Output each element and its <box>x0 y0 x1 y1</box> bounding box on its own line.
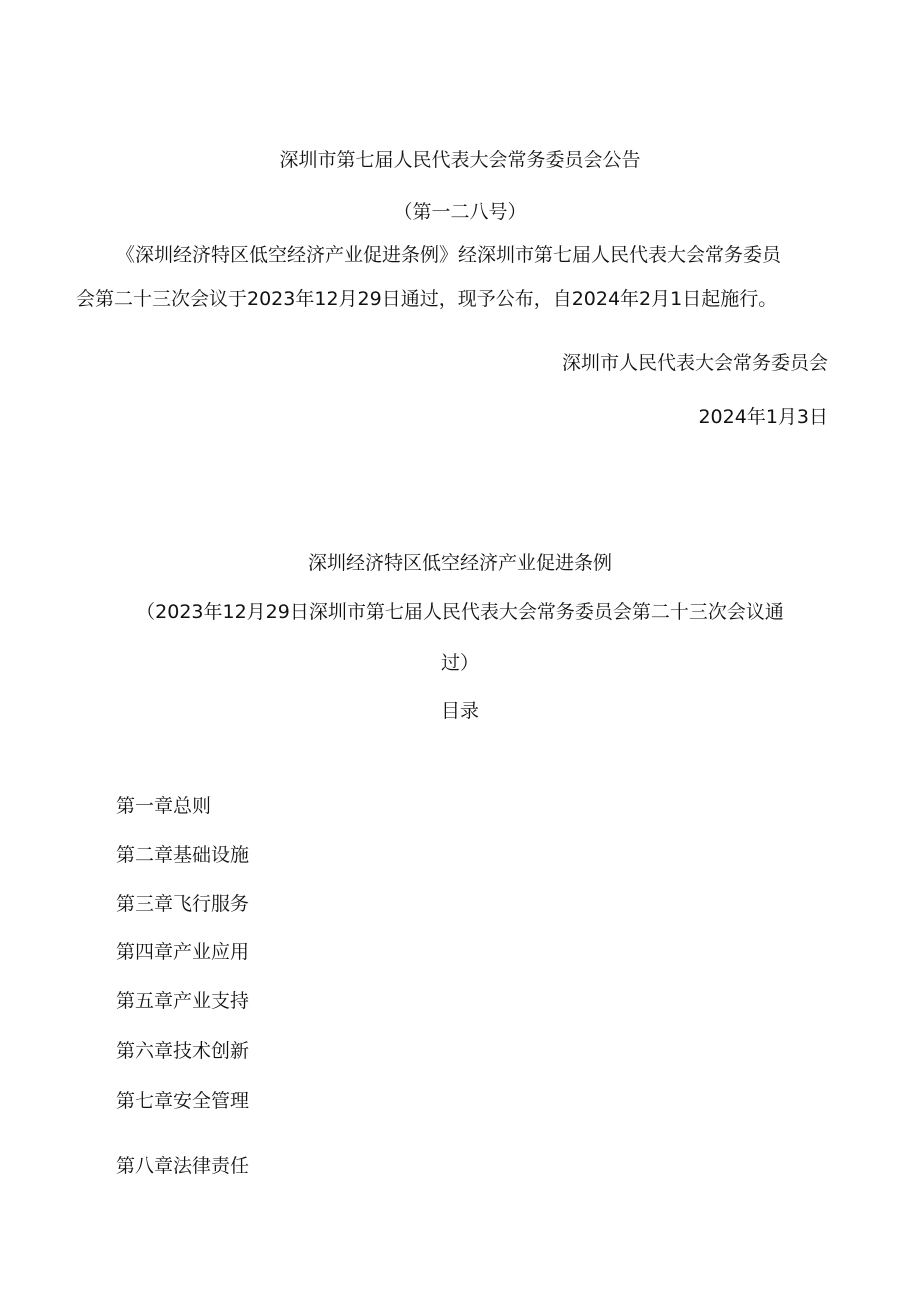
toc-item-chapter-5: 第五章产业支持 <box>116 990 250 1012</box>
announcement-body-line-1: 《深圳经济特区低空经济产业促进条例》经深圳市第七届人民代表大会常务委员 <box>116 244 782 266</box>
toc-item-chapter-4: 第四章产业应用 <box>116 941 250 963</box>
regulation-adoption-line-2: 过） <box>440 652 479 674</box>
toc-item-chapter-2: 第二章基础设施 <box>116 844 250 866</box>
announcement-number: （第一二八号） <box>393 201 527 223</box>
regulation-adoption-line-1: （2023年12月29日深圳市第七届人民代表大会常务委员会第二十三次会议通 <box>136 601 784 623</box>
announcement-title: 深圳市第七届人民代表大会常务委员会公告 <box>279 149 641 171</box>
announcement-body-line-2: 会第二十三次会议于2023年12月29日通过，现予公布，自2024年2月1日起施行。 <box>76 288 778 310</box>
toc-item-chapter-1: 第一章总则 <box>116 795 212 817</box>
announcement-signatory: 深圳市人民代表大会常务委员会 <box>561 352 828 374</box>
regulation-title: 深圳经济特区低空经济产业促进条例 <box>307 552 612 574</box>
toc-item-chapter-6: 第六章技术创新 <box>116 1040 250 1062</box>
announcement-date: 2024年1月3日 <box>698 406 828 428</box>
toc-item-chapter-3: 第三章飞行服务 <box>116 893 250 915</box>
toc-item-chapter-8: 第八章法律责任 <box>116 1155 250 1177</box>
toc-heading: 目录 <box>440 700 479 722</box>
toc-item-chapter-7: 第七章安全管理 <box>116 1090 250 1112</box>
